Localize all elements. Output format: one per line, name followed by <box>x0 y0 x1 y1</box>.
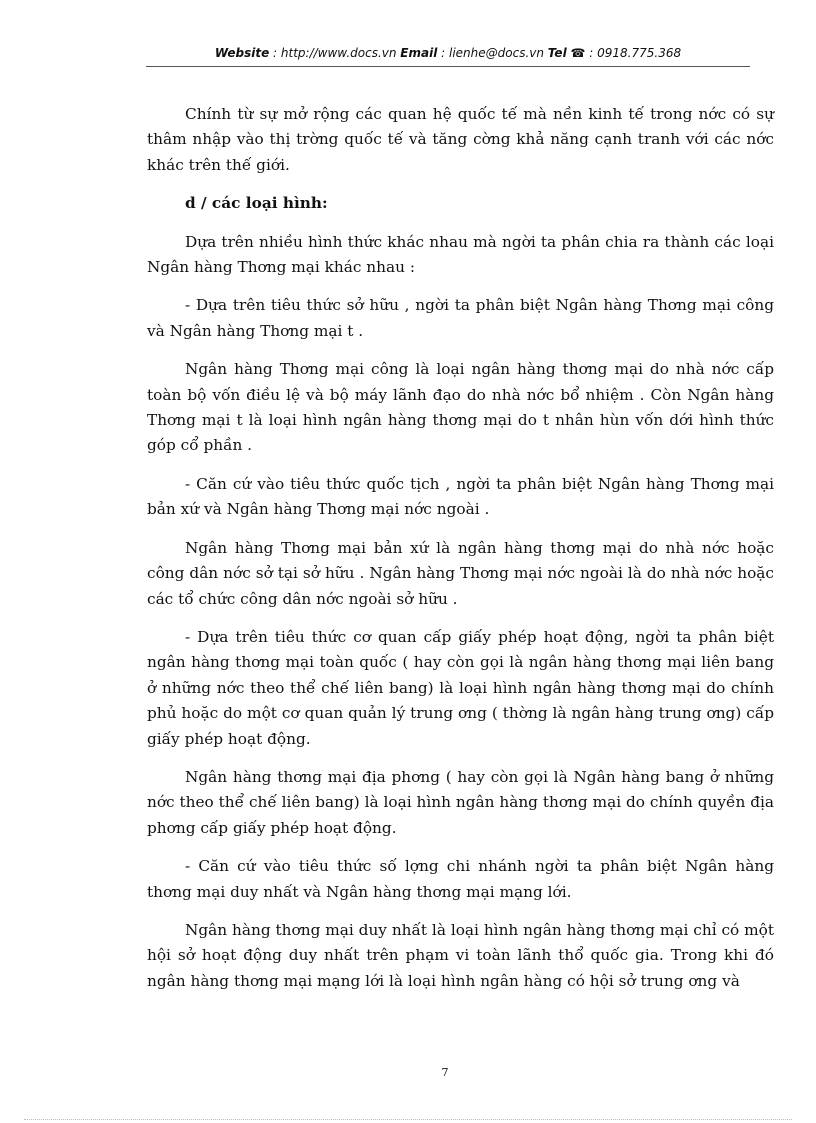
tel-label: Tel <box>547 46 567 60</box>
paragraph: - Dựa trên tiêu thức cơ quan cấp giấy phép hoạt động, ngời ta phân biệt ngân hàng thơng mại toàn quốc ( hay còn gọi là ngân hàng thơng mại liên bang ở những nớc theo thể chế liên bang) là loại hình ngân hàng thơng mại do chính phủ hoặc do một cơ quan quản lý trung ơng ( thờng là ngân hàng trung ơng) cấp giấy phép hoạt động. <box>147 627 774 748</box>
paragraph: Ngân hàng thơng mại duy nhất là loại hình ngân hàng thơng mại chỉ có một hội sở hoạt động duy nhất trên phạm vi toàn lãnh thổ quốc gia. Trong khi đó ngân hàng thơng mại mạng lới là loại hình ngân hàng có hội sở trung ơng và <box>147 920 774 990</box>
paragraph: - Căn cứ vào tiêu thức quốc tịch , ngời ta phân biệt Ngân hàng Thơng mại bản xứ và Ngân hàng Thơng mại nớc ngoài . <box>147 474 774 519</box>
paragraph: Ngân hàng Thơng mại công là loại ngân hàng thơng mại do nhà nớc cấp toàn bộ vốn điều lệ và bộ máy lãnh đạo do nhà nớc bổ nhiệm . Còn Ngân hàng Thơng mại t là loại hình ngân hàng thơng mại do t nhân hùn vốn dới hình thức góp cổ phần . <box>147 360 774 455</box>
paragraph: Ngân hàng Thơng mại bản xứ là ngân hàng thơng mại do nhà nớc hoặc công dân nớc sở tại sở hữu . Ngân hàng Thơng mại nớc ngoài là do nhà nớc hoặc các tổ chức công dân nớc ngoài sở hữu . <box>147 538 774 608</box>
paragraph: - Căn cứ vào tiêu thức số lợng chi nhánh ngời ta phân biệt Ngân hàng thơng mại duy nhất và Ngân hàng thơng mại mạng lới. <box>147 857 774 901</box>
email-value: : lienhe@docs.vn <box>437 46 548 60</box>
page-border-dots <box>24 1119 792 1120</box>
tel-value: ☎ : 0918.775.368 <box>566 46 682 60</box>
page-number: 7 <box>441 1066 449 1079</box>
paragraph: Dựa trên nhiều hình thức khác nhau mà ngời ta phân chia ra thành các loại Ngân hàng Thơng mại khác nhau : <box>147 232 774 277</box>
section-heading: d / các loại hình: <box>185 194 328 213</box>
paragraph: Chính từ sự mở rộng các quan hệ quốc tế mà nền kinh tế trong nớc có sự thâm nhập vào thị trờng quốc tế và tăng cờng khả năng cạnh tranh với các nớc khác trên thế giới. <box>147 105 774 174</box>
page-header <box>146 46 750 60</box>
email-label: Email <box>400 46 438 60</box>
website-value: : http://www.docs.vn <box>269 46 401 60</box>
paragraph: Ngân hàng thơng mại địa phơng ( hay còn gọi là Ngân hàng bang ở những nớc theo thể chế liên bang) là loại hình ngân hàng thơng mại do chính quyền địa phơng cấp giấy phép hoạt động. <box>147 767 774 837</box>
paragraph: - Dựa trên tiêu thức sở hữu , ngời ta phân biệt Ngân hàng Thơng mại công và Ngân hàng Thơng mại t . <box>147 296 774 340</box>
document-body <box>147 102 774 1007</box>
website-label: Website <box>214 46 270 60</box>
header-rule <box>146 66 750 67</box>
